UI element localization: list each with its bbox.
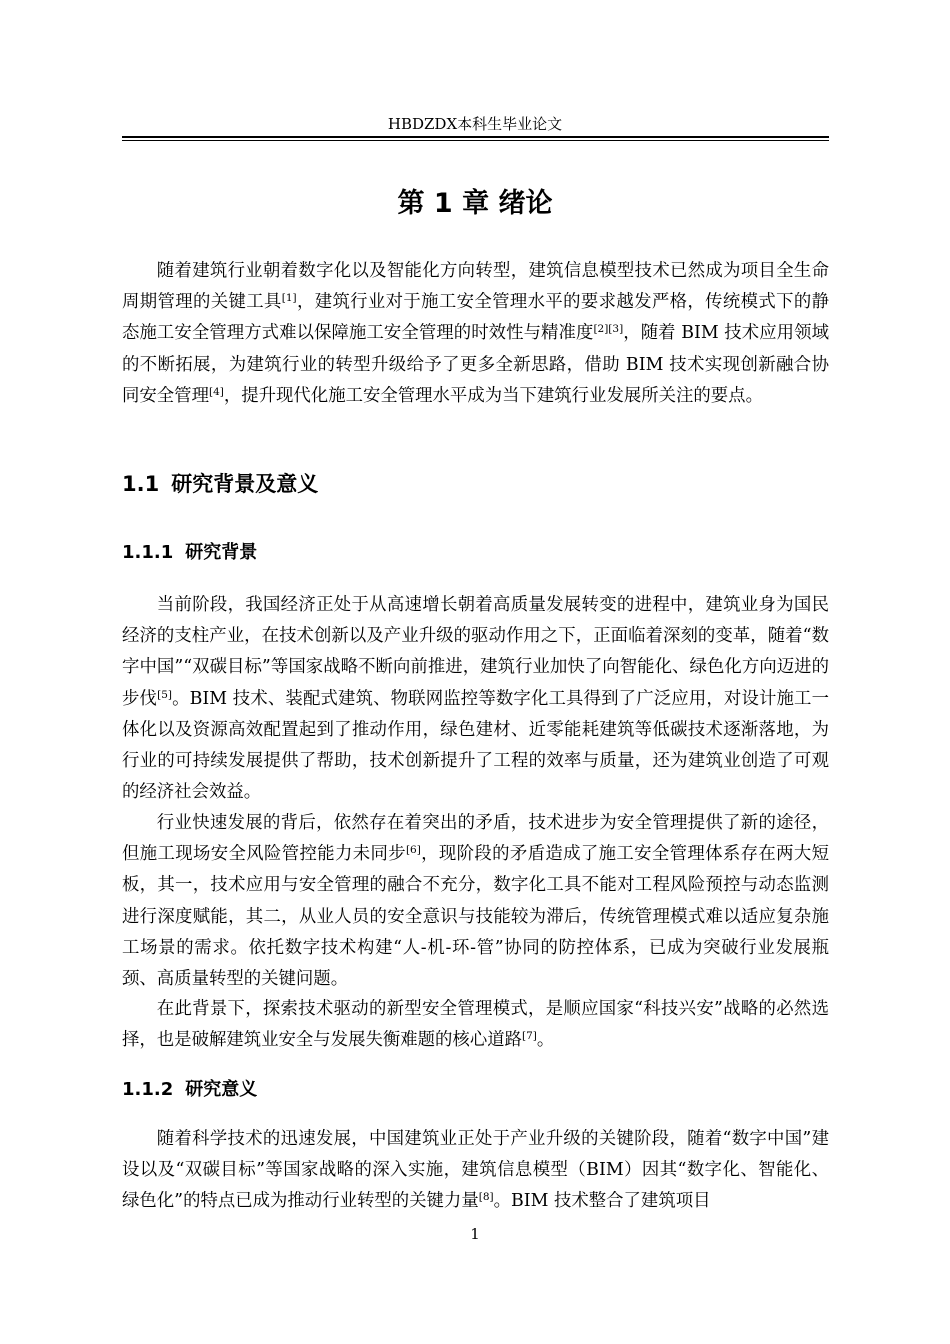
text-run: ，现阶段的矛盾造成了施工安全管理体系存在两大短板，其一，技术应用与安全管理的融合不充分，数字化工具不能对工程风险预控与动态监测进行深度赋能，其二，从业人员的安全意识与技能较为滞后，传统管理模式难以适应复杂施工场景的需求。依托数字技术构建“人-机-环-管”协同的防控体系，已成为突破行业发展瓶颈、高质量转型的关键问题。: [122, 844, 829, 990]
section-number: 1.1.2: [122, 1079, 174, 1100]
header-text: HBDZDX本科生毕业论文: [387, 115, 563, 133]
text-run: 随着建筑行业朝着数字化以及智能化方向转型，建筑信息模型技术已然成为项目全生命周期管理的关键工具: [122, 261, 829, 313]
citation-ref: [6]: [405, 844, 421, 857]
page-number: 1: [470, 1225, 480, 1243]
text-run: ，随着 BIM 技术应用领域的不断拓展，为建筑行业的转型升级给予了更多全新思路，借助 BIM 技术实现创新融合协同安全管理: [122, 323, 829, 406]
text-run: ，提升现代化施工安全管理水平成为当下建筑行业发展所关注的要点。: [223, 385, 763, 406]
header-rule-thick: [122, 136, 829, 138]
citation-ref: [5]: [157, 688, 172, 701]
text-run: 当前阶段，我国经济正处于从高速增长朝着高质量发展转变的进程中，建筑业身为国民经济的支柱产业，在技术创新以及产业升级的驱动作用之下，正面临着深刻的变革，随着“数字中国”“双碳目标”等国家战略不断向前推进，建筑行业加快了向智能化、绿色化方向迈进的步伐: [122, 595, 829, 709]
section-heading-1-1: [122, 466, 318, 502]
text-run: 在此背景下，探索技术驱动的新型安全管理模式，是顺应国家“科技兴安”战略的必然选择，也是破解建筑业安全与发展失衡难题的核心道路: [122, 999, 829, 1051]
body-paragraph: [122, 590, 829, 808]
body-paragraph: [122, 994, 829, 1056]
section-heading-1-1-2: [122, 1075, 257, 1105]
section-number: 1.1: [122, 472, 160, 496]
citation-ref: [2][3]: [593, 323, 624, 336]
text-run: ，建筑行业对于施工安全管理水平的要求越发严格，传统模式下的静态施工安全管理方式难以保障施工安全管理的时效性与精准度: [122, 292, 829, 344]
intro-paragraph: [122, 256, 829, 412]
section-heading-1-1-1: [122, 538, 257, 568]
section-number: 1.1.1: [122, 542, 174, 563]
body-paragraph: [122, 808, 829, 995]
section-title: 研究意义: [185, 1079, 258, 1100]
citation-ref: [4]: [208, 385, 224, 398]
section-title: 研究背景及意义: [171, 472, 319, 496]
text-run: 。BIM 技术整合了建筑项目: [493, 1191, 711, 1212]
chapter-title: 第 1 章 绪论: [397, 188, 553, 219]
header-rule-thin: [122, 140, 829, 141]
citation-ref: [8]: [478, 1191, 494, 1204]
section-title: 研究背景: [185, 542, 258, 563]
text-run: 。BIM 技术、装配式建筑、物联网监控等数字化工具得到了广泛应用，对设计施工一体化以及资源高效配置起到了推动作用，绿色建材、近零能耗建筑等低碳技术逐渐落地，为行业的可持续发展提供了帮助，技术创新提升了工程的效率与质量，还为建筑业创造了可观的经济社会效益。: [122, 688, 829, 803]
text-run: 行业快速发展的背后，依然存在着突出的矛盾，技术进步为安全管理提供了新的途径，但施工现场安全风险管控能力未同步: [122, 813, 829, 865]
body-paragraph: [122, 1124, 829, 1218]
text-run: 随着科学技术的迅速发展，中国建筑业正处于产业升级的关键阶段，随着“数字中国”建设以及“双碳目标”等国家战略的深入实施，建筑信息模型（BIM）因其“数字化、智能化、绿色化”的特点已成为推动行业转型的关键力量: [122, 1129, 829, 1212]
citation-ref: [1]: [281, 292, 297, 305]
text-run: 。: [536, 1030, 555, 1051]
citation-ref: [7]: [522, 1030, 537, 1043]
